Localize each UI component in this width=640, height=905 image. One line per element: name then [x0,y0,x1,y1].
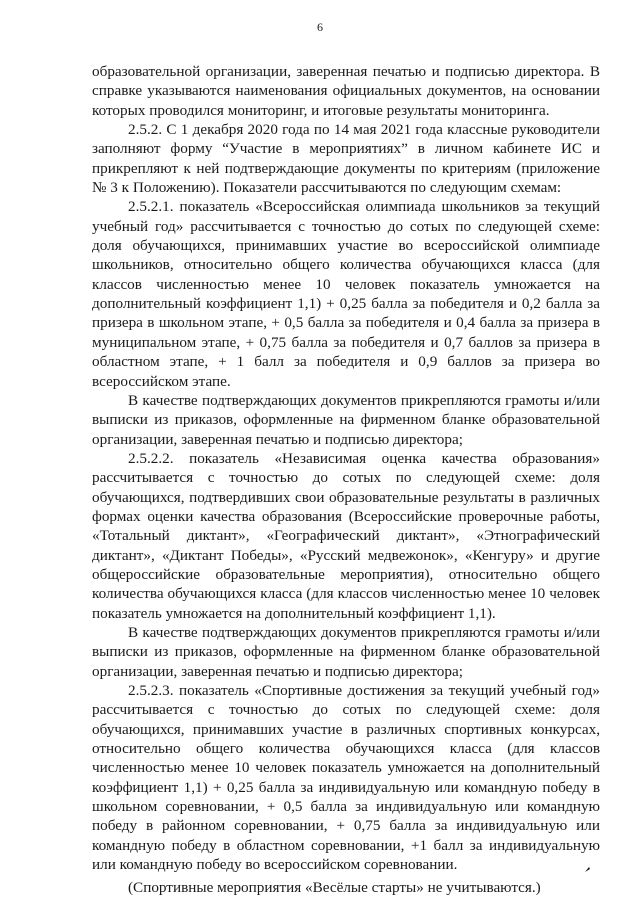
paragraph-2-5-2-3: 2.5.2.3. показатель «Спортивные достижения за текущий учебный год» рассчитывается с точностью до сотых по следующей схеме: доля обучающихся, принимавших участие в различных спортивных конкурсах, относительно общего количества обучающихся класса (для классов численностью менее 10 человек показатель умножается на дополнительный коэффициент 1,1) + 0,25 балла за индивидуальную или командную победу в школьном соревновании, + 0,5 балла за индивидуальную или командную победу в районном соревновании, + 0,75 балла за индивидуальную или командную победу в областном соревновании, +1 балл за индивидуальную или командную победу во всероссийском соревновании. [92,682,600,874]
paragraph-supporting-docs-2: В качестве подтверждающих документов прикрепляются грамоты и/или выписки из приказов, оформленные на фирменном бланке образовательной организации, заверенная печатью и подписью директора; [92,623,600,680]
paragraph-2-5-2: 2.5.2. С 1 декабря 2020 года по 14 мая 2021 года классные руководители заполняют форму “Участие в мероприятиях” в личном кабинете ИС и прикрепляют к ней подтверждающие документы по критериям (приложение № 3 к Положению). Показатели рассчитываются по следующим схемам: [92,121,600,197]
paragraph-supporting-docs-1: В качестве подтверждающих документов прикрепляются грамоты и/или выписки из приказов, оформленные на фирменном бланке образовательной организации, заверенная печатью и подписью директора; [92,391,600,448]
paragraph-2-5-2-2: 2.5.2.2. показатель «Независимая оценка качества образования» рассчитывается с точностью до сотых по следующей схеме: доля обучающихся, подтвердивших свои образовательные результаты в различных формах оценки качества образования (Всероссийские проверочные работы, «Тотальный диктант», «Географический диктант», «Этнографический диктант», «Диктант Победы», «Русский медвежонок», «Кенгуру» и другие общероссийские образовательные мероприятия), относительно общего количества обучающихся класса (для классов численностью менее 10 человек показатель умножается на дополнительный коэффициент 1,1). [92,449,600,622]
ink-mark-icon [583,864,593,874]
document-body [92,62,600,898]
paragraph-2-5-2-1: 2.5.2.1. показатель «Всероссийская олимпиада школьников за текущий учебный год» рассчитывается с точностью до сотых по следующей схеме: доля обучающихся, принимавших участие во всероссийской олимпиаде школьников, относительно общего количества обучающихся класса (для классов численностью менее 10 человек показатель умножается на дополнительный коэффициент 1,1) + 0,25 балла за победителя и 0,2 балла за призера в школьном этапе, + 0,5 балла за победителя и 0,4 балла за призера в муниципальном этапе, + 0,75 балла за победителя и 0,7 баллов за призера в областном этапе, + 1 балл за победителя и 0,9 баллов за призера во всероссийском этапе. [92,198,600,390]
note-veselye-starty: (Спортивные мероприятия «Весёлые старты» не учитываются.) [128,879,541,897]
page-number: 6 [317,20,323,34]
paragraph-1: образовательной организации, заверенная печатью и подписью директора. В справке указываются наименования официальных документов, на основании которых проводился мониторинг, и итоговые результаты мониторинга. [92,63,600,119]
